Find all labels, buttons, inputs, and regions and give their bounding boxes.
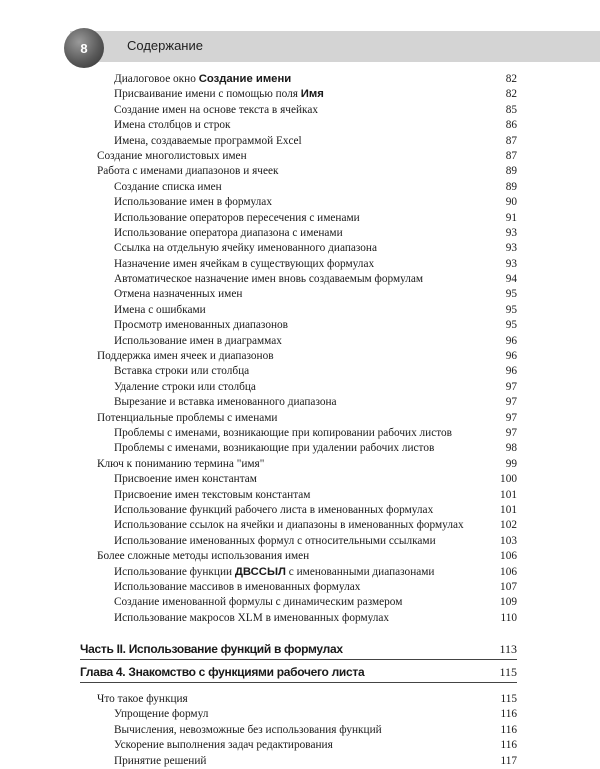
toc-chapter-row: [80, 662, 517, 683]
toc-entry: [0, 118, 600, 133]
toc-entry: [0, 426, 600, 441]
toc-entry: [0, 226, 600, 241]
toc-entry: [0, 692, 600, 707]
toc-entry-title: Проблемы с именами, возникающие при копировании рабочих листов: [114, 426, 453, 439]
toc-entry-title: Использование функций рабочего листа в именованных формулах: [114, 503, 434, 516]
toc-entry-page: 115: [500, 693, 517, 706]
toc-entry-title: Ссылка на отдельную ячейку именованного диапазона: [114, 242, 377, 255]
toc-entry: [0, 180, 600, 195]
toc-entry: [0, 411, 600, 426]
toc-entry-title: Ускорение выполнения задач редактирования: [114, 739, 333, 752]
toc-entry-title-pre: Присваивание имени с помощью поля: [114, 88, 301, 101]
toc-entry: [0, 395, 600, 410]
toc-entry-page: 115: [499, 665, 517, 680]
toc-entry-title: Вставка строки или столбца: [114, 365, 250, 378]
toc-entry-title: Имена столбцов и строк: [114, 119, 231, 132]
toc-entry: [0, 211, 600, 226]
toc-entry: [0, 534, 600, 549]
toc-entry-title: Отмена назначенных имен: [114, 288, 243, 301]
table-of-contents: [0, 72, 600, 769]
toc-entry: [0, 488, 600, 503]
toc-entry-title: Создание списка имен: [114, 180, 222, 193]
toc-entry-title: Создание имен на основе текста в ячейках: [114, 103, 319, 116]
toc-entry-title: Использование ссылок на ячейки и диапазоны в именованных формулах: [114, 519, 464, 532]
toc-entry-page: 109: [500, 596, 517, 609]
toc-entry-title-pre: Использование функции: [114, 565, 235, 578]
toc-entry-title: Присвоение имен текстовым константам: [114, 488, 311, 501]
toc-entry: [0, 738, 600, 753]
toc-entry: [0, 754, 600, 769]
toc-entry: [0, 195, 600, 210]
toc-entry-page: 100: [500, 473, 517, 486]
toc-entry: [0, 134, 600, 149]
toc-entry: [0, 241, 600, 256]
toc-entry-title: Имена с ошибками: [114, 303, 206, 316]
toc-entry: [0, 580, 600, 595]
toc-entry: [0, 334, 600, 349]
toc-entry-title: Потенциальные проблемы с именами: [97, 411, 278, 424]
toc-entry-page: 82: [505, 88, 517, 101]
toc-entry: [0, 549, 600, 564]
toc-entry-page: 89: [505, 165, 517, 178]
toc-entry-page: 116: [500, 708, 517, 721]
toc-entry-title: Использование операторов пересечения с именами: [114, 211, 360, 224]
toc-entry-page: 85: [505, 103, 517, 116]
page-number-badge: [64, 28, 104, 68]
toc-entry-title: Использование макросов XLM в именованных формулах: [114, 611, 390, 624]
toc-entry-title: Использование массивов в именованных формулах: [114, 580, 361, 593]
toc-entry-page: 94: [505, 273, 517, 286]
toc-entry-page: 95: [505, 288, 517, 301]
toc-entry-page: 117: [500, 754, 517, 767]
toc-entry-page: 95: [505, 319, 517, 332]
toc-entry-page: 106: [500, 550, 517, 563]
toc-entry-title: Использование имен в формулах: [114, 196, 272, 209]
toc-entry: [0, 707, 600, 722]
toc-entry-title: Использование оператора диапазона с именами: [114, 226, 343, 239]
toc-entry-page: 97: [505, 380, 517, 393]
toc-entry: [0, 257, 600, 272]
toc-entry-title: Вырезание и вставка именованного диапазона: [114, 396, 337, 409]
toc-entry-page: 87: [505, 134, 517, 147]
toc-entry-title-term: Создание имени: [198, 73, 292, 85]
toc-entry-title: [114, 565, 434, 580]
toc-entry-title: Удаление строки или столбца: [114, 380, 256, 393]
toc-entry-page: 106: [500, 565, 517, 578]
toc-entry: [0, 611, 600, 626]
toc-entry-title: Имена, создаваемые программой Excel: [114, 134, 302, 147]
toc-entry: [0, 565, 600, 580]
toc-entry-title: Присвоение имен константам: [114, 473, 257, 486]
toc-entry: [0, 103, 600, 118]
toc-entry-page: 102: [500, 519, 517, 532]
toc-entry-page: 101: [500, 488, 517, 501]
toc-entry-title: Просмотр именованных диапазонов: [114, 319, 288, 332]
page-number: 8: [80, 40, 88, 56]
toc-entry-page: 91: [505, 211, 517, 224]
toc-entry-title: Ключ к пониманию термина "имя": [97, 457, 265, 470]
toc-entry-page: 97: [505, 426, 517, 439]
running-header-title: Содержание: [127, 38, 203, 53]
toc-entry: [0, 503, 600, 518]
toc-entry: [0, 349, 600, 364]
toc-entry-title: Глава 4. Знакомство с функциями рабочего листа: [80, 665, 365, 680]
toc-entry-title-term: ДВССЫЛ: [234, 565, 286, 578]
toc-entry-title: [114, 87, 324, 102]
toc-entry: [0, 272, 600, 287]
toc-entry-title: Назначение имен ячейкам в существующих формулах: [114, 257, 375, 270]
toc-entry-title: [114, 72, 291, 87]
toc-entry-title: Вычисления, невозможные без использования функций: [114, 723, 382, 736]
toc-entry: [0, 457, 600, 472]
toc-entry-page: 95: [505, 303, 517, 316]
toc-entry-page: 116: [500, 723, 517, 736]
toc-entry-title: Работа с именами диапазонов и ячеек: [97, 165, 279, 178]
toc-entry: [0, 472, 600, 487]
toc-entry-page: 90: [505, 196, 517, 209]
toc-entry-page: 113: [499, 642, 517, 657]
toc-entry-page: 82: [505, 73, 517, 85]
toc-entry: [0, 287, 600, 302]
toc-entry-page: 98: [505, 442, 517, 455]
toc-entry: [0, 72, 600, 87]
toc-entry: [0, 87, 600, 102]
toc-entry-page: 99: [505, 457, 517, 470]
toc-entry-page: 96: [505, 365, 517, 378]
toc-entry-title: Создание многолистовых имен: [97, 149, 247, 162]
toc-entry: [0, 164, 600, 179]
toc-entry-page: 101: [500, 503, 517, 516]
toc-entry-title: Часть II. Использование функций в формулах: [80, 642, 343, 657]
toc-entry-title-post: с именованными диапазонами: [285, 565, 435, 578]
toc-entry: [0, 303, 600, 318]
toc-entry-page: 107: [500, 580, 517, 593]
toc-entry: [0, 518, 600, 533]
toc-entry: [0, 318, 600, 333]
toc-entry-page: 96: [505, 350, 517, 363]
toc-entry-page: 116: [500, 739, 517, 752]
toc-entry: [0, 149, 600, 164]
toc-entry-title: Создание именованной формулы с динамическим размером: [114, 596, 403, 609]
toc-entry-title: Что такое функция: [97, 693, 188, 706]
toc-entry-page: 93: [505, 242, 517, 255]
toc-entry-title-term: Имя: [300, 88, 324, 101]
toc-entry-page: 89: [505, 180, 517, 193]
toc-entry-title: Более сложные методы использования имен: [97, 550, 310, 563]
toc-entry: [0, 595, 600, 610]
toc-entry-page: 93: [505, 226, 517, 239]
toc-entry-title: Автоматическое назначение имен вновь создаваемым формулам: [114, 273, 424, 286]
toc-entry-page: 110: [500, 611, 517, 624]
toc-entry-page: 93: [505, 257, 517, 270]
toc-entry-title-pre: Диалоговое окно: [114, 73, 199, 85]
toc-entry-page: 87: [505, 149, 517, 162]
toc-part-row: [80, 639, 517, 660]
toc-entry-title: Проблемы с именами, возникающие при удалении рабочих листов: [114, 442, 435, 455]
toc-entry-title: Упрощение формул: [114, 708, 209, 721]
toc-entry-page: 86: [505, 119, 517, 132]
toc-entry-title: Использование именованных формул с относительными ссылками: [114, 534, 436, 547]
toc-entry-page: 97: [505, 411, 517, 424]
toc-entry-page: 96: [505, 334, 517, 347]
toc-entry-title: Принятие решений: [114, 754, 207, 767]
toc-entry-page: 103: [500, 534, 517, 547]
toc-entry: [0, 380, 600, 395]
toc-entry-title: Поддержка имен ячеек и диапазонов: [97, 350, 274, 363]
toc-entry: [0, 723, 600, 738]
toc-entry-title: Использование имен в диаграммах: [114, 334, 282, 347]
toc-entry-page: 97: [505, 396, 517, 409]
toc-entry: [0, 441, 600, 456]
toc-entry: [0, 364, 600, 379]
